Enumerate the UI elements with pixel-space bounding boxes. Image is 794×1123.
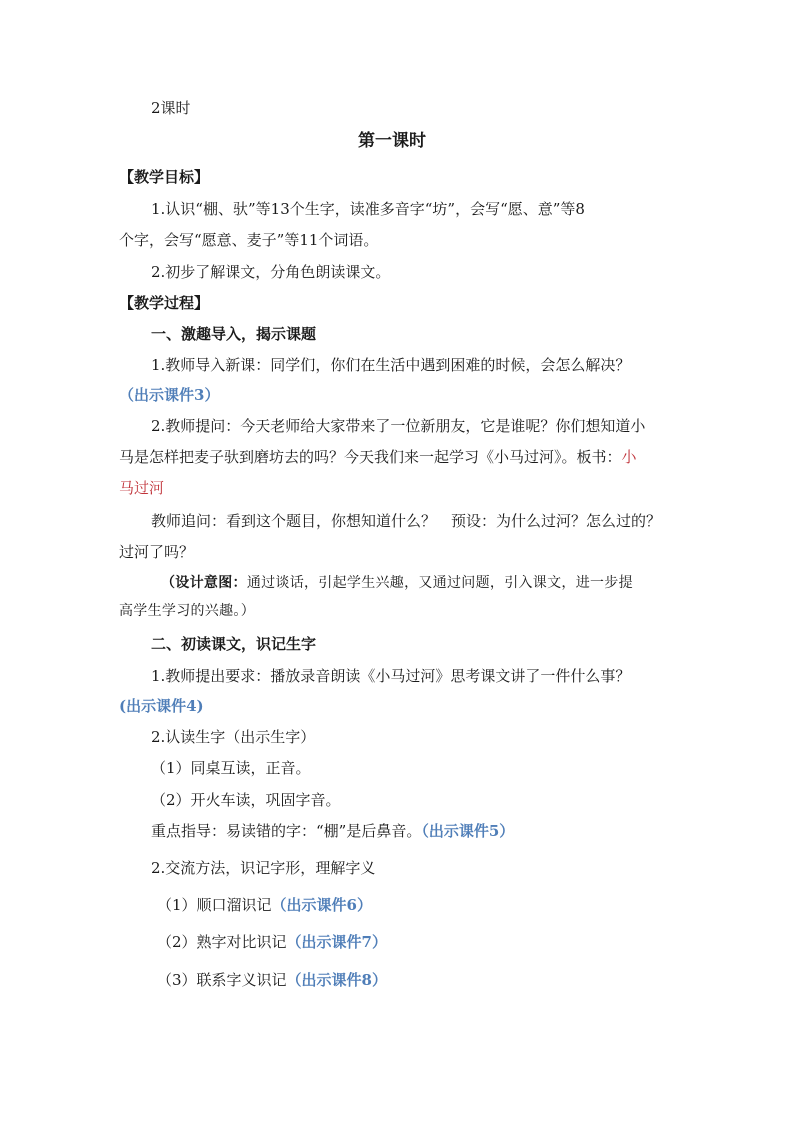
objective-2: 2.初步了解课文，分角色朗读课文。 — [151, 263, 391, 281]
courseware-tag-6: （出示课件6） — [271, 896, 372, 914]
section-2-item-2: （2）开火车读，巩固字音。 — [151, 791, 341, 809]
method-2-text: （2）熟字对比识记 — [157, 933, 287, 951]
section-1-para-3-line-1: 教师追问：看到这个题目，你想知道什么？ 预设：为什么过河？怎么过的？ — [151, 512, 662, 530]
section-2-heading: 二、初读课文，识记生字 — [151, 635, 317, 653]
section-2-method-3 — [157, 970, 387, 990]
section-1-heading: 一、激趣导入，揭示课题 — [151, 325, 317, 343]
section-2-item-1: （1）同桌互读，正音。 — [151, 759, 311, 777]
objectives-heading: 【教学目标】 — [119, 168, 210, 186]
design-intent-text: 通过谈话，引起学生兴趣，又通过问题，引入课文，进一步提 — [246, 575, 633, 591]
method-1-text: （1）顺口溜识记 — [157, 896, 272, 914]
section-2-method-2 — [157, 932, 387, 952]
lesson-title: 第一课时 — [358, 131, 426, 151]
focus-text: 重点指导：易读错的字：“棚”是后鼻音。 — [151, 822, 422, 840]
courseware-tag-3: （出示课件3） — [119, 386, 220, 404]
section-2-method-1 — [157, 895, 372, 915]
board-text-part-2: 马过河 — [119, 479, 165, 497]
section-1-para-2-line-2 — [119, 447, 637, 467]
section-2-para-3: 2.交流方法，识记字形，理解字义 — [151, 859, 376, 877]
courseware-tag-7: （出示课件7） — [286, 933, 387, 951]
objective-1-line-2: 个字，会写“愿意、麦子”等11个词语。 — [119, 231, 379, 249]
courseware-tag-8: （出示课件8） — [286, 971, 387, 989]
section-2-focus — [151, 821, 514, 841]
section-1-para-2-text: 马是怎样把麦子驮到磨坊去的吗？今天我们来一起学习《小马过河》。板书： — [119, 448, 622, 466]
method-3-text: （3）联系字义识记 — [157, 971, 287, 989]
section-1-para-3-line-2: 过河了吗？ — [119, 543, 195, 561]
section-1-para-2-line-1: 2.教师提问：今天老师给大家带来了一位新朋友，它是谁呢？你们想知道小 — [151, 417, 646, 435]
objective-1-line-1: 1.认识“棚、驮”等13个生字，读准多音字“坊”，会写“愿、意”等8 — [151, 200, 585, 218]
courseware-tag-5: （出示课件5） — [421, 822, 515, 840]
period-label: 2课时 — [151, 99, 191, 117]
design-intent-label: （设计意图： — [161, 575, 247, 591]
design-intent-line-1 — [161, 573, 633, 593]
design-intent-line-2: 高学生学习的兴趣。） — [119, 603, 255, 619]
courseware-tag-4: (出示课件4) — [119, 697, 204, 715]
process-heading: 【教学过程】 — [119, 294, 210, 312]
section-2-para-1: 1.教师提出要求：播放录音朗读《小马过河》思考课文讲了一件什么事？ — [151, 667, 631, 685]
board-text-part-1: 小 — [621, 448, 637, 466]
section-1-para-1: 1.教师导入新课：同学们，你们在生活中遇到困难的时候，会怎么解决？ — [151, 356, 631, 374]
section-2-para-2: 2.认读生字（出示生字） — [151, 728, 316, 746]
